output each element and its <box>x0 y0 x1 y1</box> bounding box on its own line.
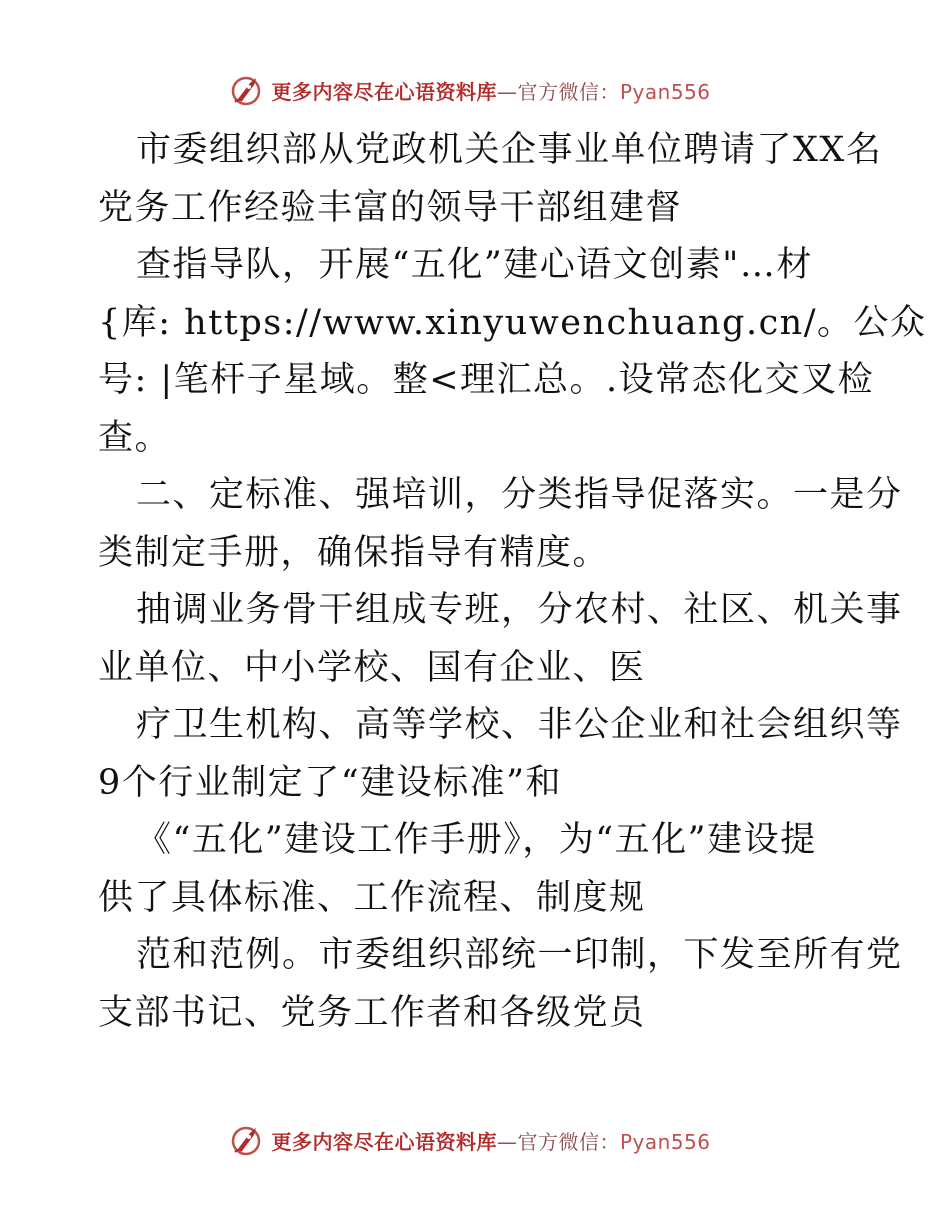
header-banner-inner <box>229 72 710 108</box>
body-line: 业单位、中小学校、国有企业、医 <box>98 647 646 688</box>
document-body <box>98 122 927 1042</box>
body-line: 类制定手册，确保指导有精度。 <box>98 532 610 573</box>
header-dash: — <box>496 79 518 104</box>
body-line: 号: |笔杆子星域。整<理汇总。.设常态化交叉检 <box>98 360 875 400</box>
footer-banner-text <box>271 1126 710 1155</box>
header-wechat-label: 官方微信： <box>517 79 620 104</box>
footer-dash: — <box>496 1129 518 1154</box>
footer-banner <box>0 1118 950 1162</box>
body-line: 查指导队，开展“五化”建心语文创素"…材 <box>136 245 813 285</box>
body-line: 疗卫生机构、高等学校、非公企业和社会组织等 <box>136 705 903 745</box>
body-line: 二、定标准、强培训，分类指导促落实。一是分 <box>136 475 903 515</box>
header-banner-text <box>271 76 710 105</box>
header-banner <box>0 68 950 112</box>
footer-wechat-handle: Pyan556 <box>619 1129 711 1154</box>
header-wechat-handle: Pyan556 <box>619 79 711 104</box>
body-line: 查。 <box>98 417 172 458</box>
pen-nib-circle-icon <box>229 1122 265 1158</box>
body-line: 供了具体标准、工作流程、制度规 <box>98 877 646 918</box>
body-line: {库: https://www.xinyuwenchuang.cn/。公众 <box>98 302 927 343</box>
footer-site-name: 更多内容尽在心语资料库 <box>271 1129 497 1154</box>
footer-wechat-label: 官方微信： <box>517 1129 620 1154</box>
body-line: 9个行业制定了“建设标准”和 <box>98 762 563 803</box>
header-site-name: 更多内容尽在心语资料库 <box>271 79 497 104</box>
body-line: 《“五化”建设工作手册》，为“五化”建设提 <box>136 820 817 860</box>
body-line: 市委组织部从党政机关企事业单位聘请了XX名 <box>136 130 883 170</box>
body-line: 抽调业务骨干组成专班，分农村、社区、机关事 <box>136 590 903 630</box>
pen-nib-circle-icon <box>229 72 265 108</box>
body-line: 党务工作经验丰富的领导干部组建督 <box>98 187 683 228</box>
body-line: 范和范例。市委组织部统一印制，下发至所有党 <box>136 935 903 975</box>
body-line: 支部书记、党务工作者和各级党员 <box>98 992 646 1033</box>
footer-banner-inner <box>229 1122 710 1158</box>
